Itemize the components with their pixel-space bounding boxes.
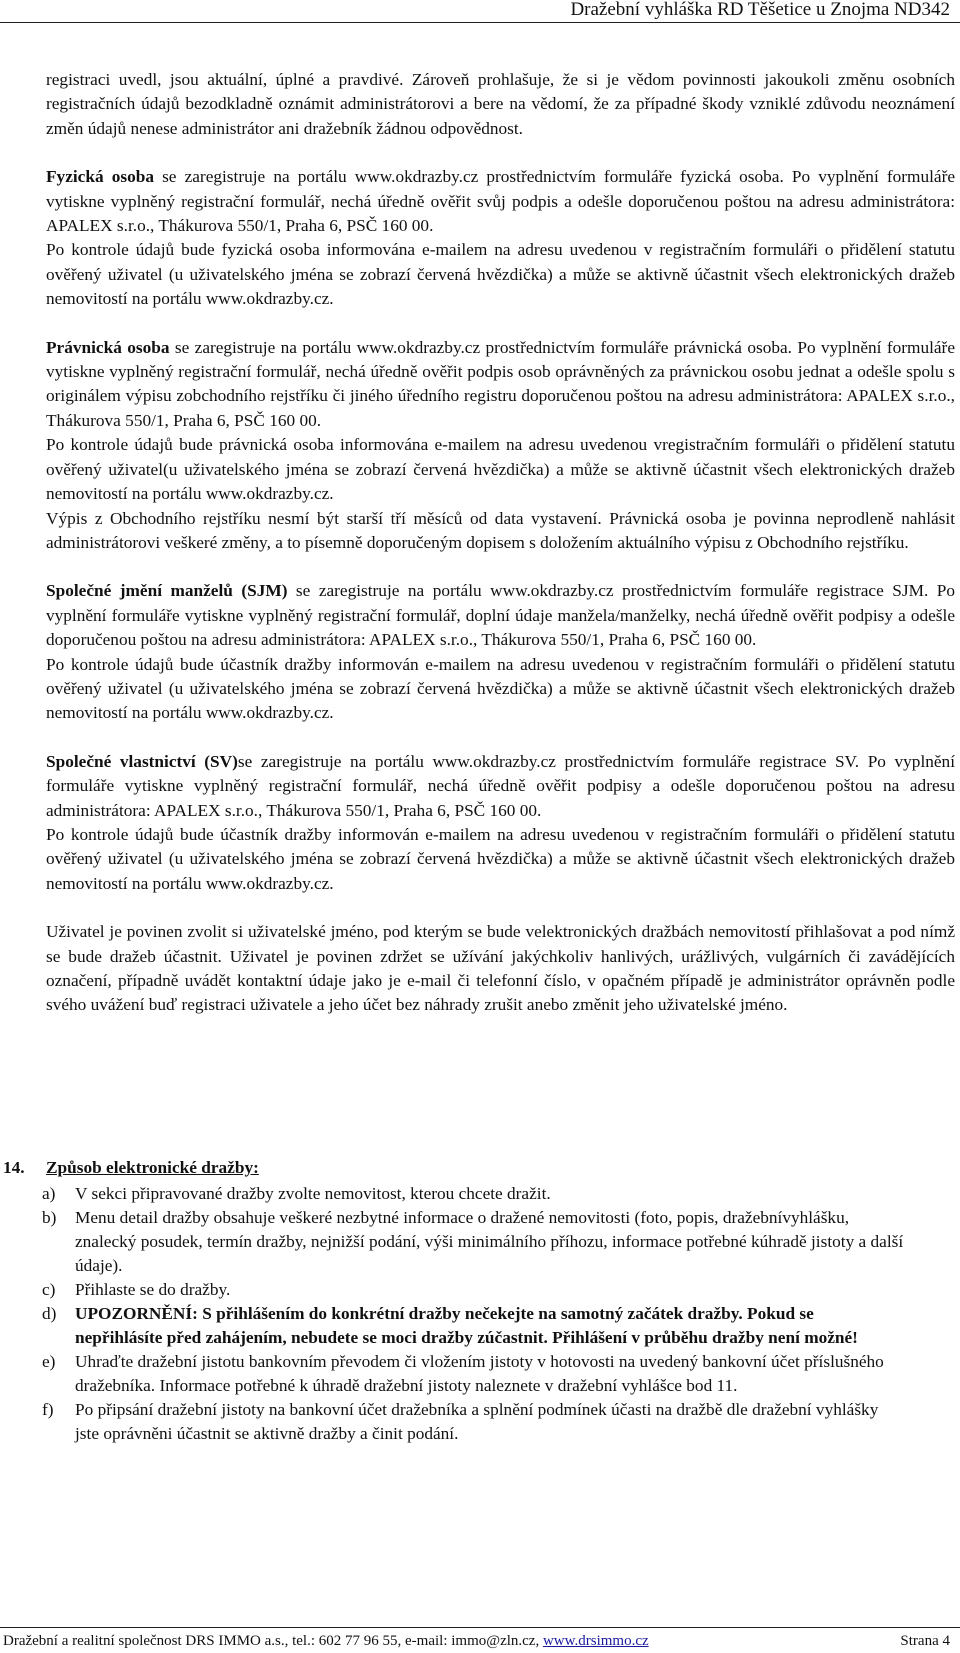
footer-company-info (3, 1633, 649, 1650)
paragraph-sjm (46, 579, 955, 652)
list-item-letter: b) (42, 1208, 57, 1227)
sjm-text: se zaregistruje na portálu www.okdrazby.cz prostřednictvím formuláře registrace SJM. Po vyplnění formuláře vytiskne vyplněný registrační formulář, doplní údaje manžela/manželky, nechá úředně ověřit podpisy a odešle doporučenou poštou na adresu administrátora: APALEX s.r.o., Thákurova 550/1, Praha 6, PSČ 160 00. (46, 581, 955, 650)
page-header (0, 0, 960, 18)
paragraph-sv (46, 750, 955, 823)
list-item-letter: a) (42, 1184, 56, 1203)
list-item-text: Menu detail dražby obsahuje veškeré nezbytné informace o dražené nemovitosti (foto, popis, dražebnívyhlášku, znalecký posudek, termín dražby, nejnižší podání, výši minimálního příhozu, informace potřebné kúhradě jistoty a další údaje). (75, 1208, 904, 1275)
term-sv: Společné vlastnictví (SV) (46, 751, 238, 771)
list-item-letter: c) (42, 1280, 56, 1299)
list-item (0, 1206, 960, 1278)
document-title: Dražební vyhláška RD Těšetice u Znojma ND342 (570, 0, 950, 20)
term-sjm: Společné jmění manželů (46, 581, 233, 601)
paragraph-registration-statement: registraci uvedl, jsou aktuální, úplné a pravdivé. Zároveň prohlašuje, že si je vědom povinnosti jakoukoli změnu osobních registračních údajů bezodkladně oznámit administrátorovi a bere na vědomí, že za případné škody vzniklé zdůvodu neoznámení změn údajů nenese administrátor ani dražebník žádnou odpovědnost. (46, 70, 955, 138)
legal-person-text: se zaregistruje na portálu www.okdrazby.cz prostřednictvím formuláře právnická osoba. Po vyplnění formuláře vytiskne vyplněný registrační formulář, nechá úředně ověřit podpis osob oprávněných za právnickou osobu jednat a odešle spolu s originálem výpisu zobchodního rejstříku či jiného úředního registru doporučenou poštou na adresu administrátora: APALEX s.r.o., Thákurova 550/1, Praha 6, PSČ 160 00. (46, 337, 955, 430)
page-footer (0, 1627, 960, 1653)
paragraph-natural-person-verification: Po kontrole údajů bude fyzická osoba informována e-mailem na adresu uvedenou v registračním formuláři o přidělení statutu ověřený uživatel (u uživatelského jména se zobrazí červená hvězdička) a může se aktivně účastnit všech elektronických dražeb nemovitostí na portálu www.okdrazby.cz. (46, 240, 955, 309)
paragraph-username-rules: Uživatel je povinen zvolit si uživatelské jméno, pod kterým se bude velektronických dražbách nemovitostí přihlašovat a pod nímž se bude dražeb účastnit. Uživatel je povinen zdržet se užívání jakýchkoliv hanlivých, urážlivých, vulgárních či zavádějících označení, případně uvádět kontaktní údaje jako je e-mail či telefonní číslo, v opačném případě je administrátor oprávněn podle svého uvážení buď registraci uživatele a jeho účet bez náhrady zrušit anebo změnit jeho uživatelské jméno. (46, 922, 955, 1015)
term-sjm-abbrev: (SJM) (232, 581, 288, 601)
list-item (0, 1398, 960, 1446)
list-item (0, 1350, 960, 1398)
list-item-letter: e) (42, 1352, 56, 1371)
list-item-warning (0, 1302, 960, 1350)
natural-person-text: se zaregistruje na portálu www.okdrazby.cz prostřednictvím formuláře fyzická osoba. Po vyplnění formuláře vytiskne vyplněný registrační formulář, nechá úředně ověřit svůj podpis a odešle doporučenou poštou na adresu administrátora: APALEX s.r.o., Thákurova 550/1, Praha 6, PSČ 160 00. (46, 167, 955, 236)
paragraph-commercial-register: Výpis z Obchodního rejstříku nesmí být starší tří měsíců od data vystavení. Právnická osoba je povinna neprodleně nahlásit administrátorovi veškeré změny, a to písemně doporučeným dopisem s doložením aktuálního výpisu z Obchodního rejstříku. (46, 508, 955, 552)
page-number: Strana 4 (900, 1633, 950, 1649)
list-item-text: V sekci připravované dražby zvolte nemovitost, kterou chcete dražit. (75, 1184, 551, 1203)
header-divider (0, 22, 960, 23)
paragraph-legal-person (46, 336, 955, 434)
section-number: 14. (3, 1158, 25, 1177)
paragraph-legal-person-verification: Po kontrole údajů bude právnická osoba informována e-mailem na adresu uvedenou vregistračním formuláři o přidělení statutu ověřený uživatel(u uživatelského jména se zobrazí červená hvězdička) a může se aktivně účastnit všech elektronických dražeb nemovitostí na portálu www.okdrazby.cz. (46, 435, 955, 504)
section-item-list (0, 1182, 960, 1446)
list-item-text: Po připsání dražební jistoty na bankovní účet dražebníka a splnění podmínek účasti na dražbě dle dražební vyhlášky jste oprávněni účastnit se aktivně dražby a činit podání. (75, 1400, 879, 1443)
list-item-text: UPOZORNĚNÍ: S přihlášením do konkrétní dražby nečekejte na samotný začátek dražby. Pokud se nepřihlásíte před zahájením, nebudete se moci dražby zúčastnit. Přihlášení v průběhu dražby není možné! (75, 1304, 858, 1347)
paragraph-natural-person (46, 165, 955, 238)
term-legal-person: Právnická osoba (46, 337, 170, 357)
list-item (0, 1182, 960, 1206)
paragraph-sjm-verification: Po kontrole údajů bude účastník dražby informován e-mailem na adresu uvedenou v registračním formuláři o přidělení statutu ověřený uživatel (u uživatelského jména se zobrazí červená hvězdička) a může se aktivně účastnit všech elektronických dražeb nemovitostí na portálu www.okdrazby.cz. (46, 654, 955, 723)
section-title: Způsob elektronické dražby: (46, 1158, 259, 1177)
list-item-letter: d) (42, 1304, 57, 1323)
document-body (46, 68, 955, 1018)
paragraph-sv-verification: Po kontrole údajů bude účastník dražby informován e-mailem na adresu uvedenou v registračním formuláři o přidělení statutu ověřený uživatel (u uživatelského jména se zobrazí červená hvězdička) a může se aktivně účastnit všech elektronických dražeb nemovitostí na portálu www.okdrazby.cz. (46, 824, 955, 893)
list-item-text: Uhraďte dražební jistotu bankovním převodem či vložením jistoty v hotovosti na uvedený bankovní účet příslušného dražebníka. Informace potřebné k úhradě dražební jistoty naleznete v dražební vyhlášce bod 11. (75, 1352, 884, 1395)
footer-divider (0, 1627, 960, 1628)
list-item-text: Přihlaste se do dražby. (75, 1280, 231, 1299)
list-item-letter: f) (42, 1400, 54, 1419)
term-natural-person: Fyzická osoba (46, 167, 154, 187)
footer-website-link[interactable]: www.drsimmo.cz (542, 1633, 649, 1649)
footer-contact-text: Dražební a realitní společnost DRS IMMO a.s., tel.: 602 77 96 55, e-mail: immo@zln.cz, (3, 1633, 543, 1649)
sv-text: se zaregistruje na portálu www.okdrazby.cz prostřednictvím formuláře registrace SV. Po vyplnění formuláře vytiskne vyplněný registrační formulář, nechá úředně ověřit podpisy a odešle doporučenou poštou na adresu administrátora: APALEX s.r.o., Thákurova 550/1, Praha 6, PSČ 160 00. (46, 751, 955, 820)
list-item (0, 1278, 960, 1302)
